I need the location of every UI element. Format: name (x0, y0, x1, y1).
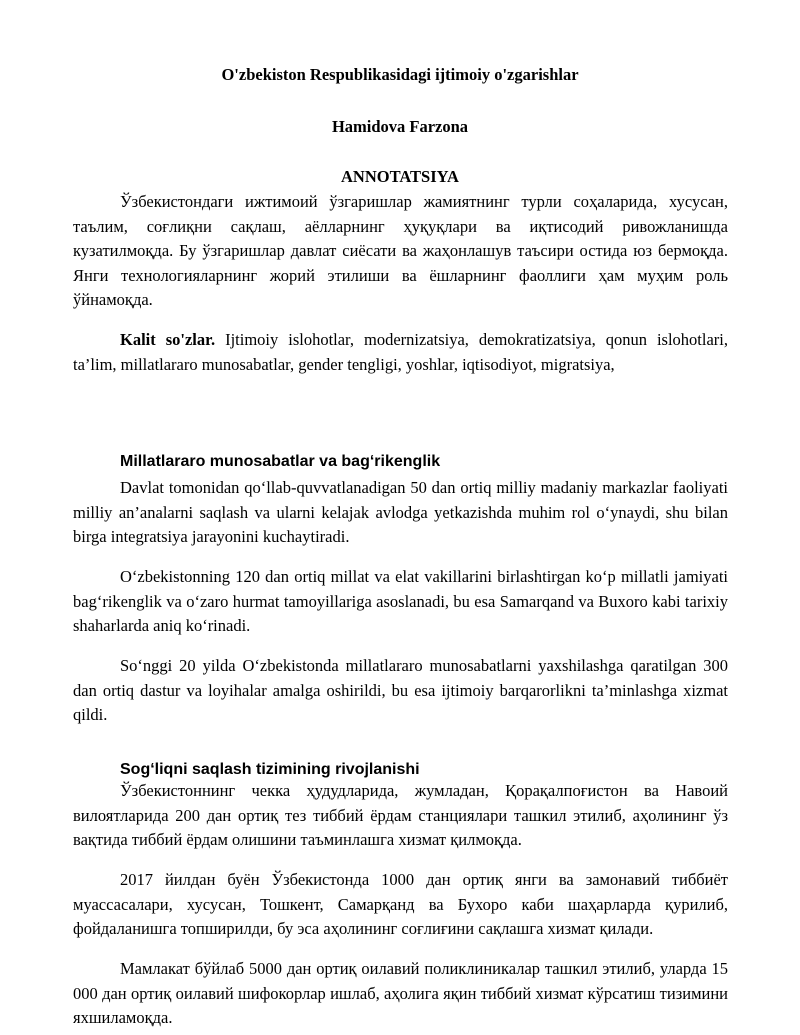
keywords-list: Ijtimoiy islohotlar, modernizatsiya, demokratizatsiya, qonun islohotlari, ta’lim, millatlararo munosabatlar, gender tengligi, yoshlar, iqtisodiyot, migratsiya, (73, 330, 728, 374)
section1-paragraph-2: O‘zbekistonning 120 dan ortiq millat va elat vakillarini birlashtirgan ko‘p millatli jamiyati bag‘rikenglik va o‘zaro hurmat tamoyillariga asoslanadi, bu esa Samarqand va Buxoro kabi tarixiy shaharlarda aniq ko‘rinadi. (73, 567, 728, 635)
section1-paragraph-3: So‘nggi 20 yilda O‘zbekistonda millatlararo munosabatlarni yaxshilashga qaratilgan 300 dan ortiq dastur va loyihalar amalga oshirildi, bu esa ijtimoiy barqarorlikni ta’minlashga xizmat qildi. (73, 656, 728, 724)
annotation-paragraph: Ўзбекистондаги ижтимоий ўзгаришлар жамиятнинг турли соҳаларида, хусусан, таълим, соғлиқни сақлаш, аёлларнинг ҳуқуқлари ва иқтисодий ривожланишда кузатилмоқда. Бу ўзгаришлар давлат сиёсати ва жаҳонлашув таъсири остида юз бермоқда. Янги технологияларнинг жорий этилиши ва ёшларнинг фаоллиги ҳам муҳим роль ўйнамоқда. (73, 192, 728, 309)
section-heading-healthcare: Sog‘liqni saqlash tizimining rivojlanishi (120, 761, 420, 778)
keywords-label: Kalit so'zlar. (120, 330, 216, 349)
section1-paragraph-1: Davlat tomonidan qo‘llab-quvvatlanadigan 50 dan ortiq milliy madaniy markazlar faoliyati milliy an’analarni saqlash va ularni kelajak avlodga yetkazishda muhim rol o‘ynaydi, shu bilan birga integratsiya jarayonini kuchaytiradi. (73, 478, 728, 546)
section2-paragraph-2: 2017 йилдан буён Ўзбекистонда 1000 дан ортиқ янги ва замонавий тиббиёт муассасалари, хусусан, Тошкент, Самарқанд ва Бухоро каби шаҳарларда қурилиб, фойдаланишга топширилди, бу эса аҳолининг соғлиғини сақлашга хизмат қилади. (73, 870, 728, 938)
document-title: O'zbekiston Respublikasidagi ijtimoiy o'zgarishlar (221, 65, 579, 84)
section-heading-interethnic: Millatlararo munosabatlar va bag‘rikenglik (120, 453, 441, 470)
document-author: Hamidova Farzona (331, 117, 469, 136)
annotation-heading: ANNOTATSIYA (341, 167, 459, 186)
section2-paragraph-3: Мамлакат бўйлаб 5000 дан ортиқ оилавий поликлиникалар ташкил этилиб, уларда 15 000 дан ортиқ оилавий шифокорлар ишлаб, аҳолига яқин тиббий хизмат кўрсатиш тизимини яхшиламоқда. (73, 959, 728, 1027)
section2-paragraph-1: Ўзбекистоннинг чекка ҳудудларида, жумладан, Қорақалпоғистон ва Навоий вилоятларида 200 дан ортиқ тез тиббий ёрдам станциялари ташкил этилиб, аҳолининг ўз вақтида тиббий ёрдам олишини таъминлашга хизмат қилмоқда. (73, 781, 728, 849)
keywords-paragraph (73, 328, 728, 377)
